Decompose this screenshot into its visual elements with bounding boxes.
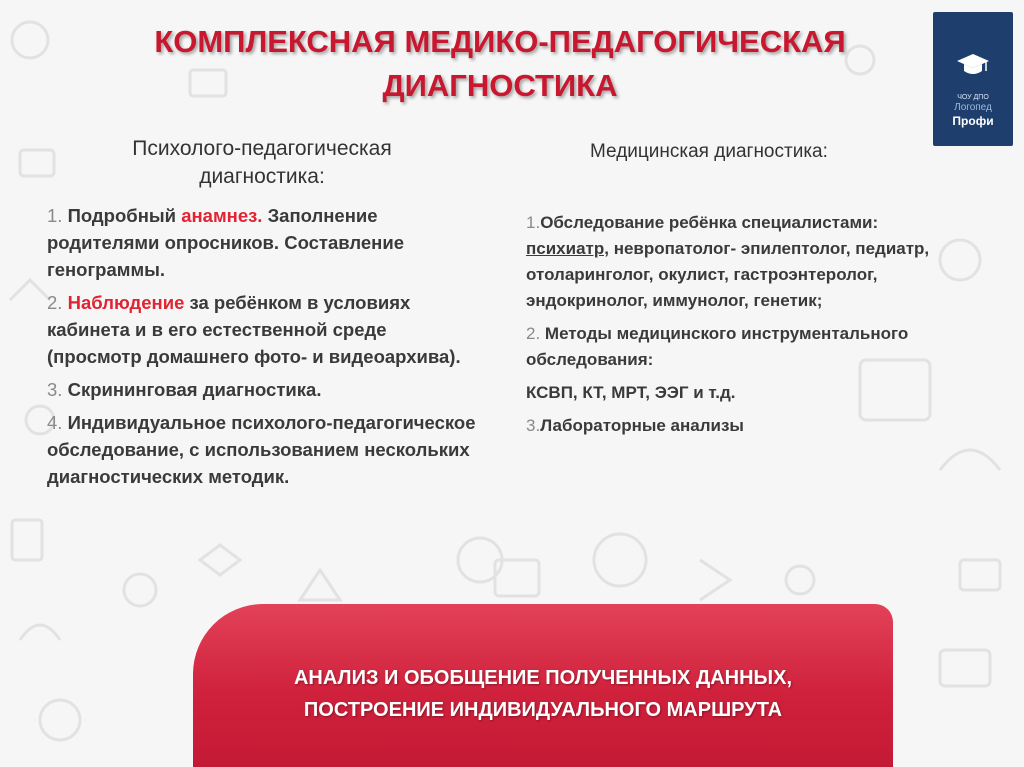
graduation-cap-icon xyxy=(955,52,991,78)
list-item xyxy=(526,321,946,373)
underlined-term: психиатр, xyxy=(526,239,609,258)
left-heading-line-2: диагностика: xyxy=(199,165,325,188)
list-item xyxy=(47,376,477,403)
banner-line-2: ПОСТРОЕНИЕ ИНДИВИДУАЛЬНОГО МАРШРУТА xyxy=(303,699,783,721)
item-text: невропатолог- эпилептолог, педиатр, отоларинголог, окулист, гастроэнтеролог, эндокринолог, иммунолог, генетик; xyxy=(526,239,930,310)
logo-line-2: Логопед xyxy=(954,102,992,113)
list-item xyxy=(47,409,477,490)
item-text: Подробный xyxy=(62,205,182,226)
item-number: 2. xyxy=(526,324,541,343)
left-column-list xyxy=(47,202,477,496)
banner-text xyxy=(193,662,893,726)
list-item xyxy=(526,380,946,406)
item-text: Обследование ребёнка специалистами: xyxy=(540,213,879,232)
logo-small-text: ЧОУ ДПО xyxy=(957,94,989,101)
summary-banner xyxy=(193,604,893,767)
left-column-heading xyxy=(62,135,462,191)
item-text: Методы медицинского инструментального обследования: xyxy=(526,324,909,369)
item-number: 1. xyxy=(47,205,63,226)
item-number: 2. xyxy=(47,292,63,313)
list-item xyxy=(47,202,477,283)
right-column-list xyxy=(526,210,946,446)
item-text: Индивидуальное психолого-педагогическое обследование, с использованием нескольких диагностических методик. xyxy=(47,412,476,487)
title-line-1: КОМПЛЕКСНАЯ МЕДИКО-ПЕДАГОГИЧЕСКАЯ xyxy=(154,24,846,59)
page-title xyxy=(60,20,940,108)
title-line-2: ДИАГНОСТИКА xyxy=(382,68,618,103)
item-text: Заполнение родителями опросников. Составление генограммы. xyxy=(47,205,405,280)
banner-line-1: АНАЛИЗ И ОБОБЩЕНИЕ ПОЛУЧЕННЫХ ДАННЫХ, xyxy=(293,667,793,689)
right-column-heading: Медицинская диагностика: xyxy=(590,141,828,162)
item-text: Скрининговая диагностика. xyxy=(62,379,322,400)
item-text: КСВП, КТ, МРТ, ЭЭГ и т.д. xyxy=(526,383,736,402)
item-text: Лабораторные анализы xyxy=(540,416,744,435)
item-number: 3. xyxy=(47,379,63,400)
item-number: 1. xyxy=(526,213,541,232)
list-item xyxy=(47,289,477,370)
logo-line-3: Профи xyxy=(952,114,994,128)
item-text: за ребёнком в условиях кабинета и в его естественной среде (просмотр домашнего фото- и видеоархива). xyxy=(47,292,461,367)
logo xyxy=(933,12,1013,146)
left-heading-line-1: Психолого-педагогическая xyxy=(132,137,392,160)
highlight-term: Наблюдение xyxy=(67,292,185,313)
item-number: 3. xyxy=(526,416,541,435)
list-item xyxy=(526,413,946,439)
highlight-term: анамнез. xyxy=(181,205,263,226)
item-number: 4. xyxy=(47,412,63,433)
list-item xyxy=(526,210,946,314)
